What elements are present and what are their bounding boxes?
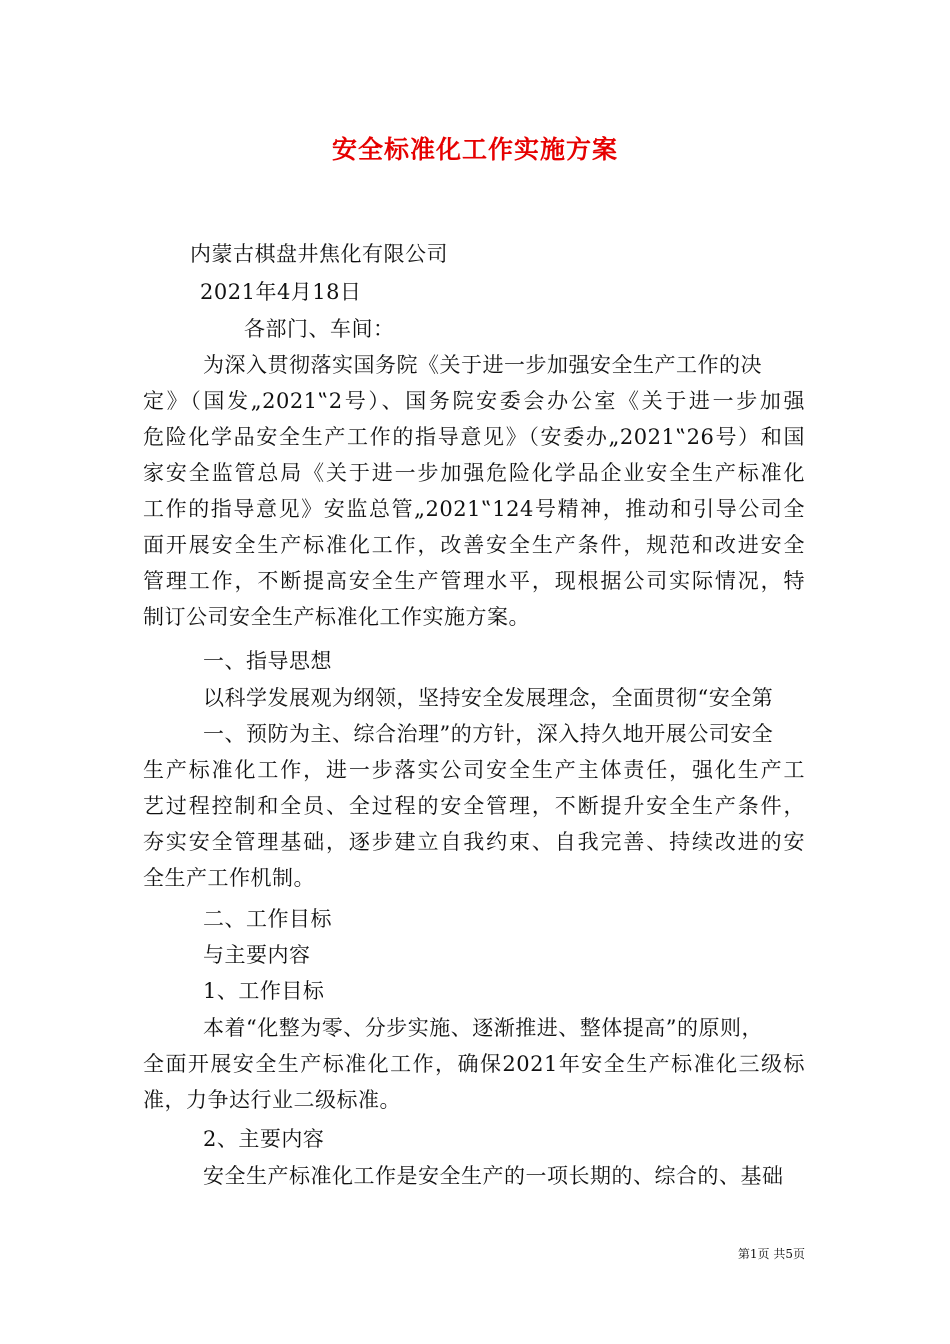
- section-heading: 二、工作目标: [203, 907, 332, 931]
- document-date: 2021年4月18日: [200, 280, 362, 304]
- paragraph-line: 生产标准化工作，进一步落实公司安全生产主体责任，强化生产工: [143, 758, 805, 782]
- page-number: 第1页 共5页: [737, 1247, 805, 1261]
- paragraph-line: 工作的指导意见》安监总管„2021‟124号精神，推动和引导公司全: [143, 497, 805, 521]
- paragraph-line: 艺过程控制和全员、全过程的安全管理，不断提升安全生产条件，: [143, 794, 805, 818]
- paragraph-line: 制订公司安全生产标准化工作实施方案。: [143, 605, 530, 629]
- paragraph-line: 本着“化整为零、分步实施、逐渐推进、整体提高”的原则，: [203, 1016, 763, 1040]
- section-heading-continued: 与主要内容: [203, 943, 311, 967]
- paragraph-line: 以科学发展观为纲领，坚持安全发展理念，全面贯彻“安全第: [203, 686, 774, 710]
- salutation: 各部门、车间：: [244, 317, 395, 341]
- paragraph-line: 危险化学品安全生产工作的指导意见》（安委办„2021‟26号）和国: [143, 425, 805, 449]
- paragraph-line: 管理工作，不断提高安全生产管理水平，现根据公司实际情况，特: [143, 569, 805, 593]
- paragraph-line: 面开展安全生产标准化工作，改善安全生产条件，规范和改进安全: [143, 533, 805, 557]
- paragraph-line: 全面开展安全生产标准化工作，确保2021年安全生产标准化三级标: [143, 1052, 805, 1076]
- paragraph-line: 夯实安全管理基础，逐步建立自我约束、自我完善、持续改进的安: [143, 830, 805, 854]
- paragraph-line: 安全生产标准化工作是安全生产的一项长期的、综合的、基础: [203, 1164, 784, 1188]
- document-title: 安全标准化工作实施方案: [331, 135, 618, 164]
- paragraph-line: 定》（国发„2021‟2号）、国务院安委会办公室《关于进一步加强: [143, 389, 805, 413]
- paragraph-line: 家安全监管总局《关于进一步加强危险化学品企业安全生产标准化: [143, 461, 805, 485]
- company-name: 内蒙古棋盘井焦化有限公司: [190, 242, 448, 266]
- subsection-heading: 2、主要内容: [203, 1127, 325, 1151]
- paragraph-line: 一、预防为主、综合治理”的方针，深入持久地开展公司安全: [203, 722, 774, 746]
- subsection-heading: 1、工作目标: [203, 979, 325, 1003]
- section-heading: 一、指导思想: [203, 649, 332, 673]
- paragraph-line: 为深入贯彻落实国务院《关于进一步加强安全生产工作的决: [203, 353, 762, 377]
- paragraph-line: 全生产工作机制。: [143, 866, 315, 890]
- paragraph-line: 准，力争达行业二级标准。: [143, 1088, 401, 1112]
